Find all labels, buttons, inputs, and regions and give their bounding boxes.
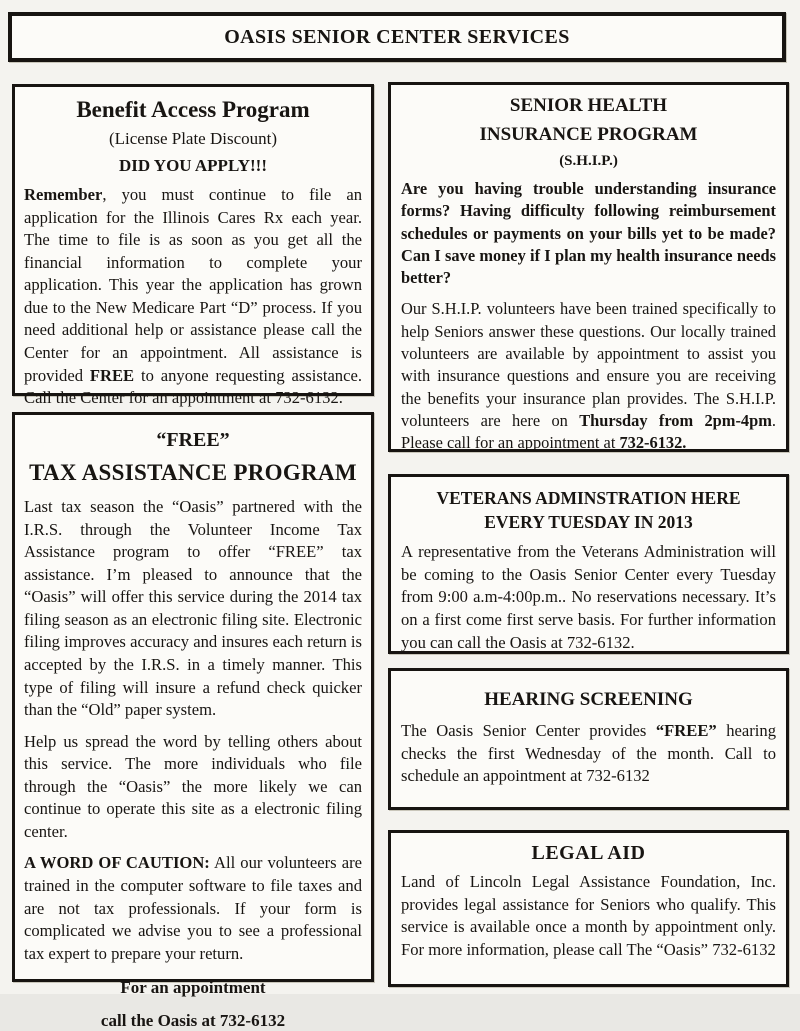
ship-title-acronym: (S.H.I.P.) <box>559 152 618 169</box>
veterans-paragraph: A representative from the Veterans Administration will be coming to the Oasis Senior Center every Tuesday from 9:00 a.m-4:00p.m.. No reservations necessary. It’s on a first come first serve basis. For further information you can call the Oasis at 732-6132. <box>401 542 776 652</box>
hearing-text-1: The Oasis Senior Center provides <box>401 721 656 740</box>
benefit-subtitle: (License Plate Discount) <box>108 129 278 148</box>
benefit-apply-heading: DID YOU APPLY!!! <box>119 156 267 175</box>
tax-caution-text: All our volunteers are trained in the computer software to file taxes and are not tax professionals. If your form is complicated we advise you to see a professional tax expert to prepare your return. <box>24 853 362 963</box>
tax-title: TAX ASSISTANCE PROGRAM <box>29 460 357 485</box>
ship-phone-bold: 732-6132. <box>619 433 687 453</box>
hearing-free-bold: “FREE” <box>655 721 717 740</box>
benefit-body-text-2: to anyone requesting assistance. Call the Center for an appointment at 732-6132. <box>24 365 362 408</box>
benefit-body-text-1: , you must continue to file an application for the Illinois Cares Rx each year. The time to file is as soon as you get all the financial information to complete your application. This year the application has grown due to the New Medicare Part “D” process. If you need additional help or assistance please call the Center for an appointment. All assistance is provided <box>24 185 362 385</box>
hearing-paragraph <box>401 720 776 788</box>
tax-paragraph-2: Help us spread the word by telling others about this service. The more individuals who file through the “Oasis” the more likely we can continue to operate this site as a electronic filing center. <box>24 731 362 841</box>
tax-paragraph-1: Last tax season the “Oasis” partnered with the I.R.S. through the Volunteer Income Tax Assistance program to offer “FREE” tax assistance. I’m pleased to announce that the “Oasis” will offer this service during the 2014 tax filing season as an electronic filing site. Electronic filing improves accuracy and insures each return is accepted by the I.R.S. in a timely manner. This type of filing will insure a refund check quicker than the “Old” paper system. <box>24 497 362 720</box>
veterans-box <box>388 474 789 654</box>
tax-paragraph-3 <box>24 852 362 965</box>
hearing-box <box>388 668 789 810</box>
tax-title-quote: “FREE” <box>156 429 230 451</box>
ship-box <box>388 82 789 452</box>
page-title: OASIS SENIOR CENTER SERVICES <box>224 25 570 48</box>
benefit-title: Benefit Access Program <box>76 97 310 122</box>
tax-appointment-line-1: For an appointment <box>120 978 266 998</box>
legal-aid-paragraph: Land of Lincoln Legal Assistance Foundation, Inc. provides legal assistance for Seniors who qualify. This service is available once a month by appointment only. For more information, please call The “Oasis” 732-6132 <box>401 872 776 959</box>
ship-hours-bold: Thursday from 2pm-4pm <box>579 411 772 430</box>
ship-questions-paragraph: Are you having trouble understanding insurance forms? Having difficulty following reimbursement schedules or payments on your bills yet to be made? Can I save money if I plan my health insurance needs better? <box>401 178 776 288</box>
legal-aid-box <box>388 830 789 987</box>
ship-info-paragraph <box>401 298 776 454</box>
header-banner <box>8 12 786 62</box>
benefit-body-paragraph <box>24 184 362 410</box>
tax-assistance-box <box>12 412 374 1031</box>
ship-info-text-1: Our S.H.I.P. volunteers have been trained specifically to help Seniors answer these questions. Our locally trained volunteers are available by appointment to assist you with insurance questions and ensure you are receiving the benefits your insurance plan provides. The S.H.I.P. volunteers are here on <box>401 299 776 430</box>
ship-title-line-2: INSURANCE PROGRAM <box>479 124 698 146</box>
legal-aid-title: LEGAL AID <box>531 842 646 864</box>
ship-info-text-2: . Please call for an appointment at <box>401 411 776 453</box>
hearing-text-2: hearing checks the first Wednesday of the month. Call to schedule an appointment at 732-6132 <box>401 721 776 786</box>
benefit-free-bold: FREE <box>89 365 135 385</box>
hearing-title: HEARING SCREENING <box>484 689 693 710</box>
tax-caution-bold: A WORD OF CAUTION: <box>24 853 210 873</box>
ship-title-line-1: SENIOR HEALTH <box>509 95 668 116</box>
veterans-title: VETERANS ADMINSTRATION HERE EVERY TUESDAY IN 2013 <box>436 488 741 532</box>
benefit-remember-bold: Remember <box>24 185 103 204</box>
benefit-access-box <box>12 84 374 408</box>
tax-appointment-line-2: call the Oasis at 732-6132 <box>100 1011 286 1031</box>
